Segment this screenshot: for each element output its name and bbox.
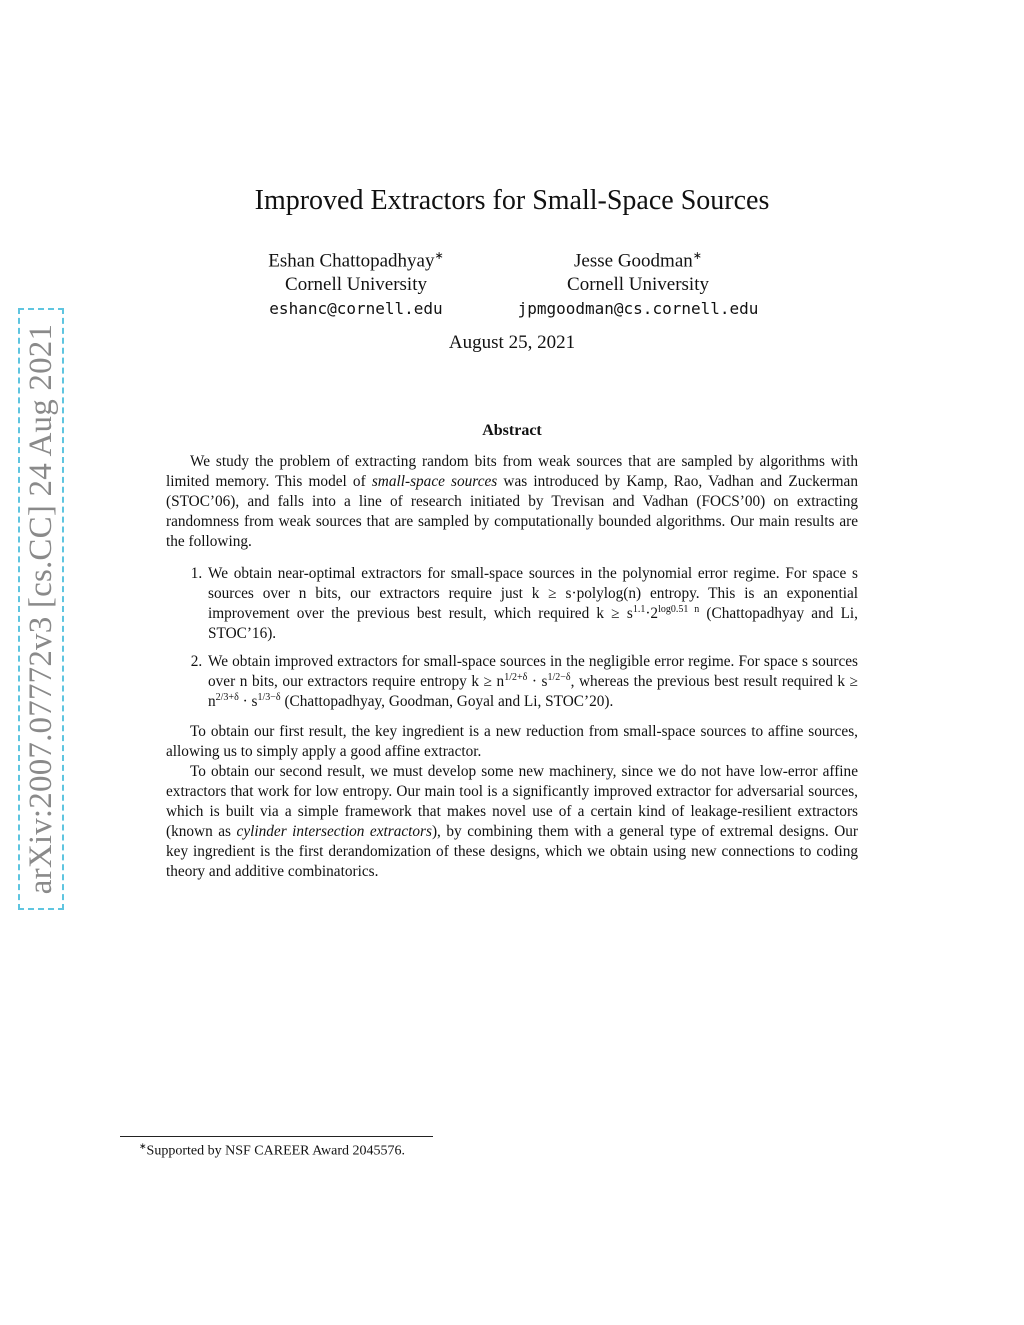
author-affiliation: Cornell University [567,274,709,296]
abstract-heading: Abstract [482,422,542,439]
abstract-paragraph: To obtain our first result, the key ingredient is a new reduction from small-space sources to affine sources, allowing us to simply apply a good affine extractor. [166,723,858,760]
list-item: 2. We obtain improved extractors for small-space sources in the negligible error regime. For space s sources over n bits, our extractors require entropy $k \ge n^{1/2+\delta} \cdot s^{1/2-\delta}$, whereas the previous best result required $k \ge n^{2/3+\delta} \cdot s^{1/3-\delta}$ (Chattopadhyay, Goodman, Goyal and Li, STOC’20). [206,652,858,712]
paper-title: Improved Extractors for Small-Space Sources [254,185,770,216]
footnote-mark: ∗ [139,1141,147,1151]
list-item: 1. We obtain near-optimal extractors for small-space sources in the polynomial error regime. For space s sources over n bits, our extractors require just k ≥ s·polylog(n) entropy. This is an exponential improvement over the previous best result, which required $k \ge s^{1.1}\cdot 2^{log0.51 n}$ (Chattopadhyay and Li, STOC’16). [206,564,858,644]
abstract-paragraph: To obtain our second result, we must develop some new machinery, since we do not have low-error affine extractors that work for low entropy. Our main tool is a significantly improved extractor for adversarial sources, which is built via a simple framework that makes novel use of a certain kind of leakage-resilient extractors (known as cylinder intersection extractors), by combining them with a general type of extremal designs. Our key ingredient is the first derandomization of these designs, which we obtain using new connections to coding theory and additive combinatorics. [166,763,858,880]
paper-date: August 25, 2021 [448,332,576,353]
author-block [246,244,466,321]
author-name: Eshan Chattopadhyay [268,250,435,272]
footnote-text: Supported by NSF CAREER Award 2045576. [146,1143,406,1159]
author-name: Jesse Goodman [574,250,693,272]
arxiv-stamp[interactable]: arXiv:2007.07772v3 [cs.CC] 24 Aug 2021 [23,323,59,895]
footnote-mark: ∗ [692,250,702,262]
footnote-mark: ∗ [434,250,444,262]
author-block [500,244,776,321]
abstract-paragraph: We study the problem of extracting random bits from weak sources that are sampled by algorithms with limited memory. This model of small-space sources was introduced by Kamp, Rao, Vadhan and Zuckerman (STOC’06), and falls into a line of research initiated by Trevisan and Vadhan (FOCS’00) on extracting randomness from weak sources that are sampled by computationally bounded algorithms. Our main results are the following. [166,453,858,550]
abstract-body [166,452,858,882]
footnote-divider [120,1136,433,1137]
author-email[interactable]: jpmgoodman@cs.cornell.edu [517,299,759,319]
emphasis: small-space sources [371,473,498,490]
results-list [166,564,858,712]
emphasis: cylinder intersection extractors [236,823,432,840]
author-email[interactable]: eshanc@cornell.edu [269,299,443,319]
footnote [139,1141,405,1160]
author-affiliation: Cornell University [285,274,427,296]
